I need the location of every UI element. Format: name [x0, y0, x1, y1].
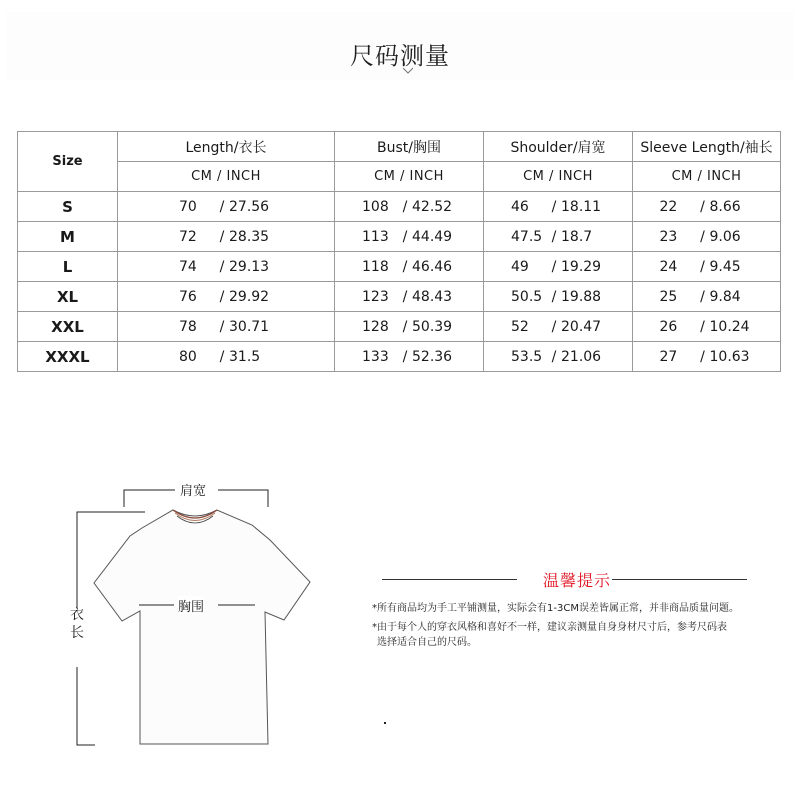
size-cell: XL	[18, 282, 118, 312]
inch-value: 42.52	[412, 198, 453, 215]
cm-value: 46	[511, 198, 529, 215]
sleeve-value	[660, 229, 754, 245]
cm-value: 27	[659, 348, 678, 365]
column-header-size: Size	[18, 132, 118, 192]
inch-value: 27.56	[229, 198, 270, 215]
length-value	[179, 319, 273, 335]
cm-value: 78	[179, 318, 197, 335]
length-cell	[118, 252, 335, 282]
tips-divider-right	[612, 579, 747, 580]
cm-value: 72	[179, 228, 197, 245]
tips-header	[372, 568, 782, 592]
cm-value: 76	[179, 288, 197, 305]
size-cell: XXL	[18, 312, 118, 342]
cm-value: 52	[511, 318, 529, 335]
unit-separator: /	[700, 288, 705, 305]
shoulder-cell	[484, 312, 633, 342]
shoulder-value	[511, 199, 605, 215]
cm-value: 22	[659, 198, 678, 215]
tip-item-2: *由于每个人的穿衣风格和喜好不一样，建议亲测量自身身材尺寸后，参考尺码表	[372, 622, 727, 633]
shoulder-width-label: 肩宽	[180, 480, 206, 499]
sleeve-cell	[633, 312, 781, 342]
cm-value: 49	[511, 258, 529, 275]
table-body	[18, 192, 781, 372]
unit-separator: /	[402, 258, 408, 275]
cm-value: 50.5	[511, 288, 543, 305]
unit-separator: /	[700, 318, 705, 335]
cm-value: 123	[362, 288, 389, 305]
unit-separator: /	[700, 228, 705, 245]
shoulder-cell	[484, 282, 633, 312]
shoulder-value	[511, 259, 605, 275]
length-label-char-1: 衣	[70, 607, 84, 623]
bust-cell	[335, 192, 484, 222]
sleeve-value	[660, 289, 754, 305]
inch-value: 50.39	[412, 318, 453, 335]
tips-title: 温馨提示	[542, 571, 611, 590]
cm-value: 26	[659, 318, 678, 335]
sleeve-cell	[633, 282, 781, 312]
length-label-char-2: 长	[70, 625, 84, 641]
inch-value: 18.7	[561, 228, 593, 245]
unit-separator: /	[700, 198, 705, 215]
unit-separator: /	[551, 318, 557, 335]
inch-value: 9.84	[709, 288, 741, 305]
inch-value: 48.43	[412, 288, 453, 305]
unit-separator: /	[551, 258, 557, 275]
cm-value: 128	[362, 318, 389, 335]
unit-header-length: CM / INCH	[118, 162, 335, 192]
tips-section	[372, 568, 782, 654]
size-cell: L	[18, 252, 118, 282]
shoulder-cell	[484, 342, 633, 372]
unit-separator: /	[402, 348, 408, 365]
column-header-length: Length/衣长	[118, 132, 335, 162]
unit-separator: /	[219, 228, 225, 245]
page-title: 尺码测量	[350, 42, 450, 70]
column-header-bust: Bust/胸围	[335, 132, 484, 162]
cm-value: 24	[659, 258, 678, 275]
bust-cell	[335, 282, 484, 312]
sleeve-value	[660, 199, 754, 215]
cm-value: 108	[362, 198, 389, 215]
cm-value: 113	[362, 228, 389, 245]
inch-value: 46.46	[412, 258, 453, 275]
inch-value: 21.06	[561, 348, 602, 365]
unit-separator: /	[551, 348, 557, 365]
sleeve-cell	[633, 342, 781, 372]
sleeve-value	[660, 259, 754, 275]
length-cell	[118, 342, 335, 372]
inch-value: 31.5	[229, 348, 261, 365]
unit-separator: /	[402, 318, 408, 335]
decorative-dot	[384, 722, 386, 724]
column-header-sleeve: Sleeve Length/袖长	[633, 132, 781, 162]
chest-label: 胸围	[178, 596, 204, 615]
inch-value: 19.29	[561, 258, 602, 275]
unit-separator: /	[219, 318, 225, 335]
unit-separator: /	[219, 258, 225, 275]
column-header-shoulder: Shoulder/肩宽	[484, 132, 633, 162]
unit-header-bust: CM / INCH	[335, 162, 484, 192]
table-row	[18, 312, 781, 342]
table-row	[18, 282, 781, 312]
chevron-down-icon	[403, 66, 413, 76]
shoulder-cell	[484, 222, 633, 252]
sleeve-value	[660, 319, 754, 335]
table-unit-row	[18, 162, 781, 192]
sleeve-cell	[633, 192, 781, 222]
cm-value: 53.5	[511, 348, 543, 365]
sleeve-cell	[633, 252, 781, 282]
length-value	[179, 259, 273, 275]
table-row	[18, 252, 781, 282]
tshirt-diagram	[60, 470, 320, 760]
unit-separator: /	[219, 198, 225, 215]
unit-header-shoulder: CM / INCH	[484, 162, 633, 192]
inch-value: 52.36	[412, 348, 453, 365]
unit-separator: /	[551, 228, 557, 245]
unit-separator: /	[219, 288, 225, 305]
size-cell: S	[18, 192, 118, 222]
length-value	[179, 229, 273, 245]
bust-cell	[335, 342, 484, 372]
bust-value	[362, 319, 456, 335]
shoulder-value	[511, 319, 605, 335]
tips-list	[372, 601, 782, 650]
tip-item-1: *所有商品均为手工平铺测量，实际会有1-3CM误差皆属正常，并非商品质量问题。	[372, 603, 739, 614]
bust-value	[362, 289, 456, 305]
size-chart-table	[17, 131, 781, 372]
cm-value: 25	[659, 288, 678, 305]
cm-value: 23	[659, 228, 678, 245]
cm-value: 74	[179, 258, 197, 275]
inch-value: 29.92	[229, 288, 270, 305]
bust-value	[362, 349, 456, 365]
bust-cell	[335, 222, 484, 252]
bust-cell	[335, 252, 484, 282]
cm-value: 70	[179, 198, 197, 215]
inch-value: 10.24	[709, 318, 750, 335]
inch-value: 28.35	[229, 228, 270, 245]
table-row	[18, 222, 781, 252]
shoulder-cell	[484, 252, 633, 282]
inch-value: 19.88	[561, 288, 602, 305]
length-cell	[118, 282, 335, 312]
table-row	[18, 342, 781, 372]
bust-value	[362, 259, 456, 275]
inch-value: 9.45	[709, 258, 741, 275]
unit-separator: /	[219, 348, 225, 365]
length-value	[179, 199, 273, 215]
bust-value	[362, 229, 456, 245]
unit-separator: /	[402, 288, 408, 305]
table-row	[18, 192, 781, 222]
unit-separator: /	[402, 228, 408, 245]
bust-cell	[335, 312, 484, 342]
length-value	[179, 289, 273, 305]
shoulder-value	[511, 349, 605, 365]
cm-value: 118	[362, 258, 389, 275]
shoulder-cell	[484, 192, 633, 222]
inch-value: 10.63	[709, 348, 750, 365]
length-cell	[118, 222, 335, 252]
unit-header-sleeve: CM / INCH	[633, 162, 781, 192]
cm-value: 80	[179, 348, 197, 365]
tshirt-illustration	[60, 470, 320, 760]
length-value	[179, 349, 273, 365]
inch-value: 20.47	[561, 318, 602, 335]
unit-separator: /	[551, 288, 557, 305]
unit-separator: /	[402, 198, 408, 215]
inch-value: 44.49	[412, 228, 453, 245]
length-cell	[118, 312, 335, 342]
size-cell: XXXL	[18, 342, 118, 372]
inch-value: 9.06	[709, 228, 741, 245]
cm-value: 47.5	[511, 228, 543, 245]
bust-value	[362, 199, 456, 215]
tip-item-2-continuation: 选择适合自己的尺码。	[377, 637, 477, 648]
inch-value: 30.71	[229, 318, 270, 335]
shoulder-value	[511, 289, 605, 305]
unit-separator: /	[700, 258, 705, 275]
sleeve-value	[660, 349, 754, 365]
size-cell: M	[18, 222, 118, 252]
inch-value: 8.66	[709, 198, 741, 215]
sleeve-cell	[633, 222, 781, 252]
inch-value: 18.11	[561, 198, 602, 215]
cm-value: 133	[362, 348, 389, 365]
unit-separator: /	[700, 348, 705, 365]
table-header-row	[18, 132, 781, 162]
length-cell	[118, 192, 335, 222]
unit-separator: /	[551, 198, 557, 215]
shoulder-value	[511, 229, 605, 245]
inch-value: 29.13	[229, 258, 270, 275]
